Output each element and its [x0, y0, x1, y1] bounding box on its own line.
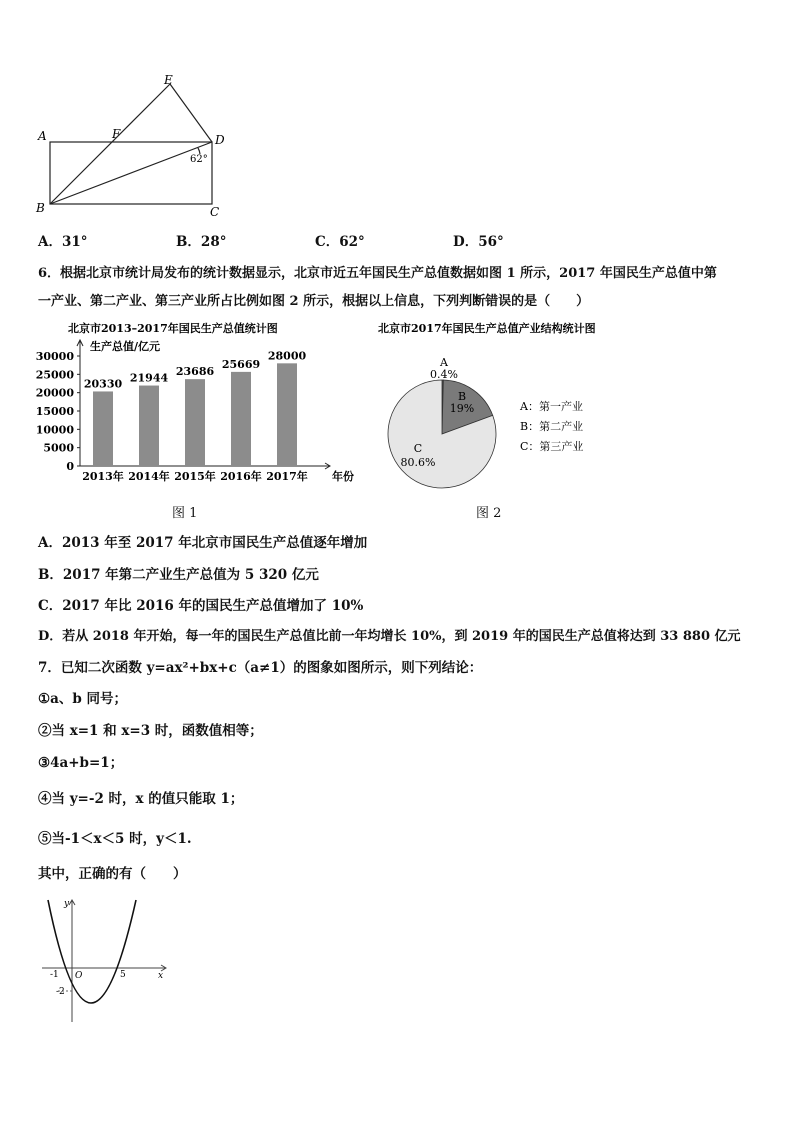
bar-y-tick-label: 20000	[35, 386, 74, 400]
geometry-figure	[30, 72, 230, 222]
pie-percent-a: 0.4%	[430, 368, 458, 381]
bar-y-tick-label: 15000	[35, 405, 74, 418]
bar-category-label: 2013年	[82, 470, 124, 483]
bar-category-label: 2017年	[266, 470, 308, 483]
point-label-a: A	[38, 129, 47, 143]
fig1-caption: 图 1	[172, 506, 198, 521]
q7-item-1: ①a、b 同号；	[38, 691, 127, 707]
graph-y-label: y	[64, 899, 70, 909]
bar-chart-xlabel: 年份	[332, 470, 354, 483]
graph-x-label: x	[158, 971, 164, 981]
q6-option-b[interactable]: B．2017 年第二产业生产总值为 5 320 亿元	[38, 567, 319, 583]
pie-chart-figure2	[370, 316, 670, 496]
pie-label-b: B	[457, 390, 467, 403]
pie-chart-title: 北京市2017年国民生产总值产业结构统计图	[378, 322, 596, 335]
q6-option-c[interactable]: C．2017 年比 2016 年的国民生产总值增加了 10%	[38, 598, 364, 614]
bar-2015年	[185, 379, 205, 466]
q6-stem-line1: 6．根据北京市统计局发布的统计数据显示，北京市近五年国民生产总值数据如图 1 所示，2017 年国民生产总值中第	[38, 266, 717, 281]
bar-y-tick-label: 10000	[35, 423, 74, 437]
point-label-d: D	[215, 133, 225, 147]
bar-category-label: 2015年	[174, 470, 216, 483]
q6-stem-line2: 一产业、第二产业、第三产业所占比例如图 2 所示，根据以上信息，下列判断错误的是（ ）	[38, 294, 590, 309]
q7-item-5: ⑤当-1＜x＜5 时，y＜1.	[38, 831, 192, 847]
q6-option-a[interactable]: A．2013 年至 2017 年北京市国民生产总值逐年增加	[38, 535, 368, 551]
pie-legend-item: C：第三产业	[520, 440, 584, 453]
q5-option-b[interactable]: B．28°	[176, 234, 227, 250]
parabola-graph	[38, 896, 173, 1026]
bar-y-tick-label: 25000	[35, 368, 74, 382]
bar-value-label: 28000	[267, 349, 307, 363]
graph-origin-label: O	[75, 971, 83, 981]
bar-chart-figure1	[30, 316, 370, 496]
graph-five-label: 5	[120, 970, 126, 980]
q7-item-3: ③4a+b=1；	[38, 755, 124, 771]
fig2-caption: 图 2	[476, 506, 502, 521]
angle-label: 62°	[190, 154, 208, 165]
bar-y-tick-label: 5000	[43, 441, 74, 455]
pie-legend-item: A：第一产业	[520, 400, 583, 413]
q7-item-4: ④当 y=-2 时，x 的值只能取 1；	[38, 791, 244, 807]
point-label-b: B	[36, 201, 45, 215]
bar-2016年	[231, 372, 251, 466]
q6-option-d[interactable]: D．若从 2018 年开始，每一年的国民生产总值比前一年均增长 10%，到 2019 年的国民生产总值将达到 33 880 亿元	[38, 629, 741, 644]
point-label-f: F	[112, 127, 121, 141]
bar-y-tick-label: 0	[66, 460, 74, 473]
q5-option-d[interactable]: D．56°	[453, 234, 504, 250]
pie-label-a: A	[440, 356, 448, 369]
point-label-c: C	[210, 205, 220, 219]
q7-item-2: ②当 x=1 和 x=3 时，函数值相等；	[38, 723, 263, 739]
pie-percent-b: 19%	[449, 402, 475, 415]
bar-chart-ylabel: 生产总值/亿元	[90, 340, 161, 353]
bar-category-label: 2014年	[128, 470, 170, 483]
bar-2014年	[139, 386, 159, 466]
pie-label-c: C	[413, 442, 423, 455]
q7-stem: 7．已知二次函数 y=ax²+bx+c（a≠1）的图象如图所示，则下列结论：	[38, 660, 483, 676]
bar-value-label: 23686	[175, 365, 215, 379]
q7-question: 其中，正确的有（ ）	[38, 866, 187, 882]
pie-legend-item: B：第二产业	[520, 420, 584, 433]
bar-y-tick-label: 30000	[35, 350, 74, 363]
point-label-e: E	[164, 73, 173, 87]
q5-option-a[interactable]: A．31°	[38, 234, 88, 250]
bar-category-label: 2016年	[220, 470, 262, 483]
bar-2013年	[93, 391, 113, 466]
pie-percent-c: 80.6%	[400, 456, 436, 469]
q5-option-c[interactable]: C．62°	[315, 234, 365, 250]
bar-value-label: 20330	[83, 377, 123, 391]
graph-neg1-label: -1	[50, 970, 59, 980]
bar-2017年	[277, 363, 297, 466]
bar-value-label: 21944	[129, 371, 169, 385]
bar-value-label: 25669	[221, 357, 261, 371]
bar-chart-title: 北京市2013–2017年国民生产总值统计图	[68, 322, 278, 335]
graph-neg2-label: -2	[56, 987, 65, 997]
